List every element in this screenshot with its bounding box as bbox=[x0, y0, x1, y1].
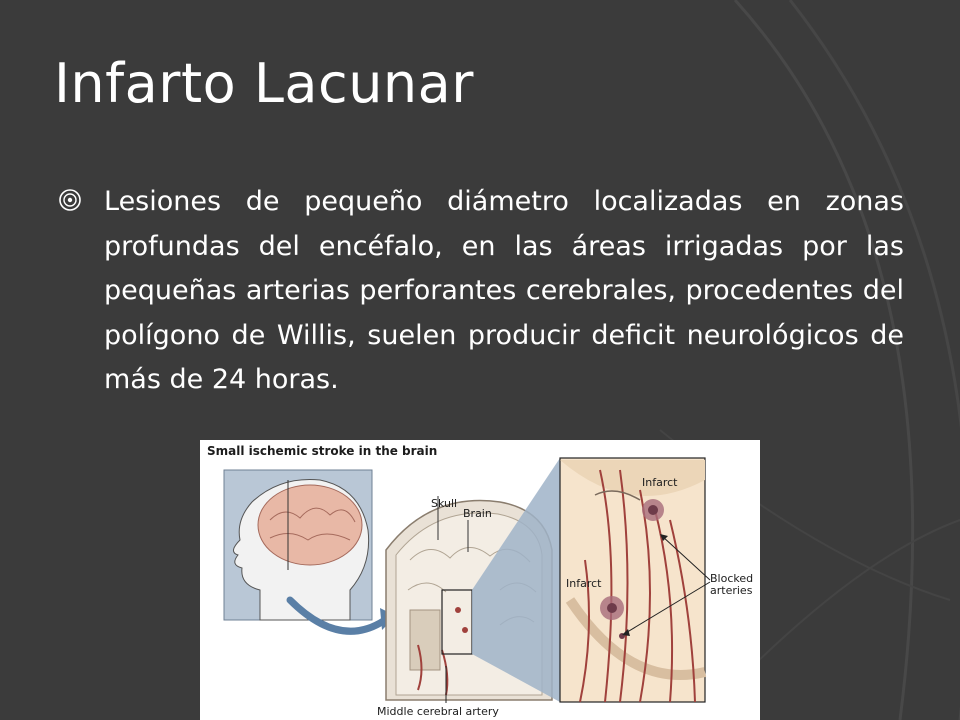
stroke-illustration bbox=[200, 440, 760, 720]
label-infarct-left: Infarct bbox=[566, 577, 602, 590]
label-blocked-arteries: Blocked arteries bbox=[710, 572, 754, 597]
label-infarct-top: Infarct bbox=[642, 476, 678, 489]
target-circle-icon bbox=[58, 188, 82, 212]
figure-title: Small ischemic stroke in the brain bbox=[207, 444, 438, 458]
slide-title: Infarto Lacunar bbox=[54, 52, 474, 115]
bullet-text: Lesiones de pequeño diámetro localizadas en zonas profundas del encéfalo, en las áreas irrigadas por las pequeñas arterias perforantes cerebrales, procedentes del polígono de Willis, suelen producir deficit neurológicos de más de 24 horas. bbox=[104, 186, 904, 395]
label-brain: Brain bbox=[463, 507, 492, 520]
label-skull: Skull bbox=[431, 497, 458, 510]
label-middle-cerebral-artery: Middle cerebral artery bbox=[377, 705, 499, 718]
